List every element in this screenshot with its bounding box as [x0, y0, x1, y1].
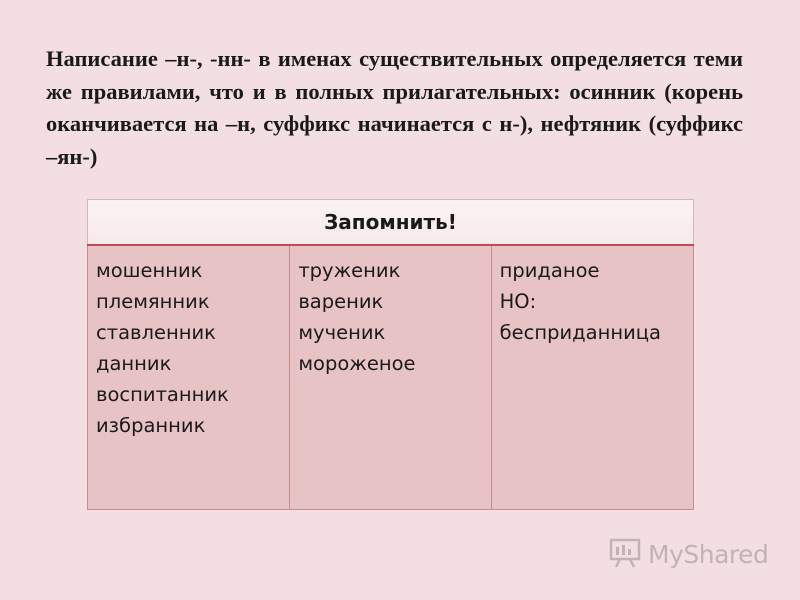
memo-table: [87, 199, 694, 510]
intro-paragraph: Написание –н-, -нн- в именах существительных определяется теми же правилами, что и в полных прилагательных: осинник (корень оканчивается на –н, суффикс начинается с н-), нефтяник (суффикс –ян-): [46, 46, 743, 169]
word-item: избранник: [96, 414, 206, 437]
word-item: бесприданница: [499, 321, 661, 344]
word-item: НО:: [499, 290, 537, 313]
word-item: приданое: [499, 259, 600, 282]
word-item: вареник: [298, 290, 384, 313]
myshared-watermark: [608, 534, 768, 574]
word-column-nn: [88, 245, 290, 510]
word-column-exceptions: [491, 245, 693, 510]
memo-table-header-row: [88, 200, 694, 246]
word-item: ставленник: [96, 321, 216, 344]
presentation-board-icon: [608, 535, 642, 574]
word-column-n: [290, 245, 491, 510]
word-item: воспитанник: [96, 383, 229, 406]
word-item: мороженое: [298, 352, 416, 375]
memo-table-body-row: [88, 245, 694, 510]
word-item: мученик: [298, 321, 386, 344]
word-item: племянник: [96, 290, 210, 313]
word-item: мошенник: [96, 259, 203, 282]
word-item: данник: [96, 352, 172, 375]
word-item: труженик: [298, 259, 401, 282]
watermark-text: MyShared: [648, 539, 769, 569]
memo-table-header: Запомнить!: [88, 200, 694, 246]
